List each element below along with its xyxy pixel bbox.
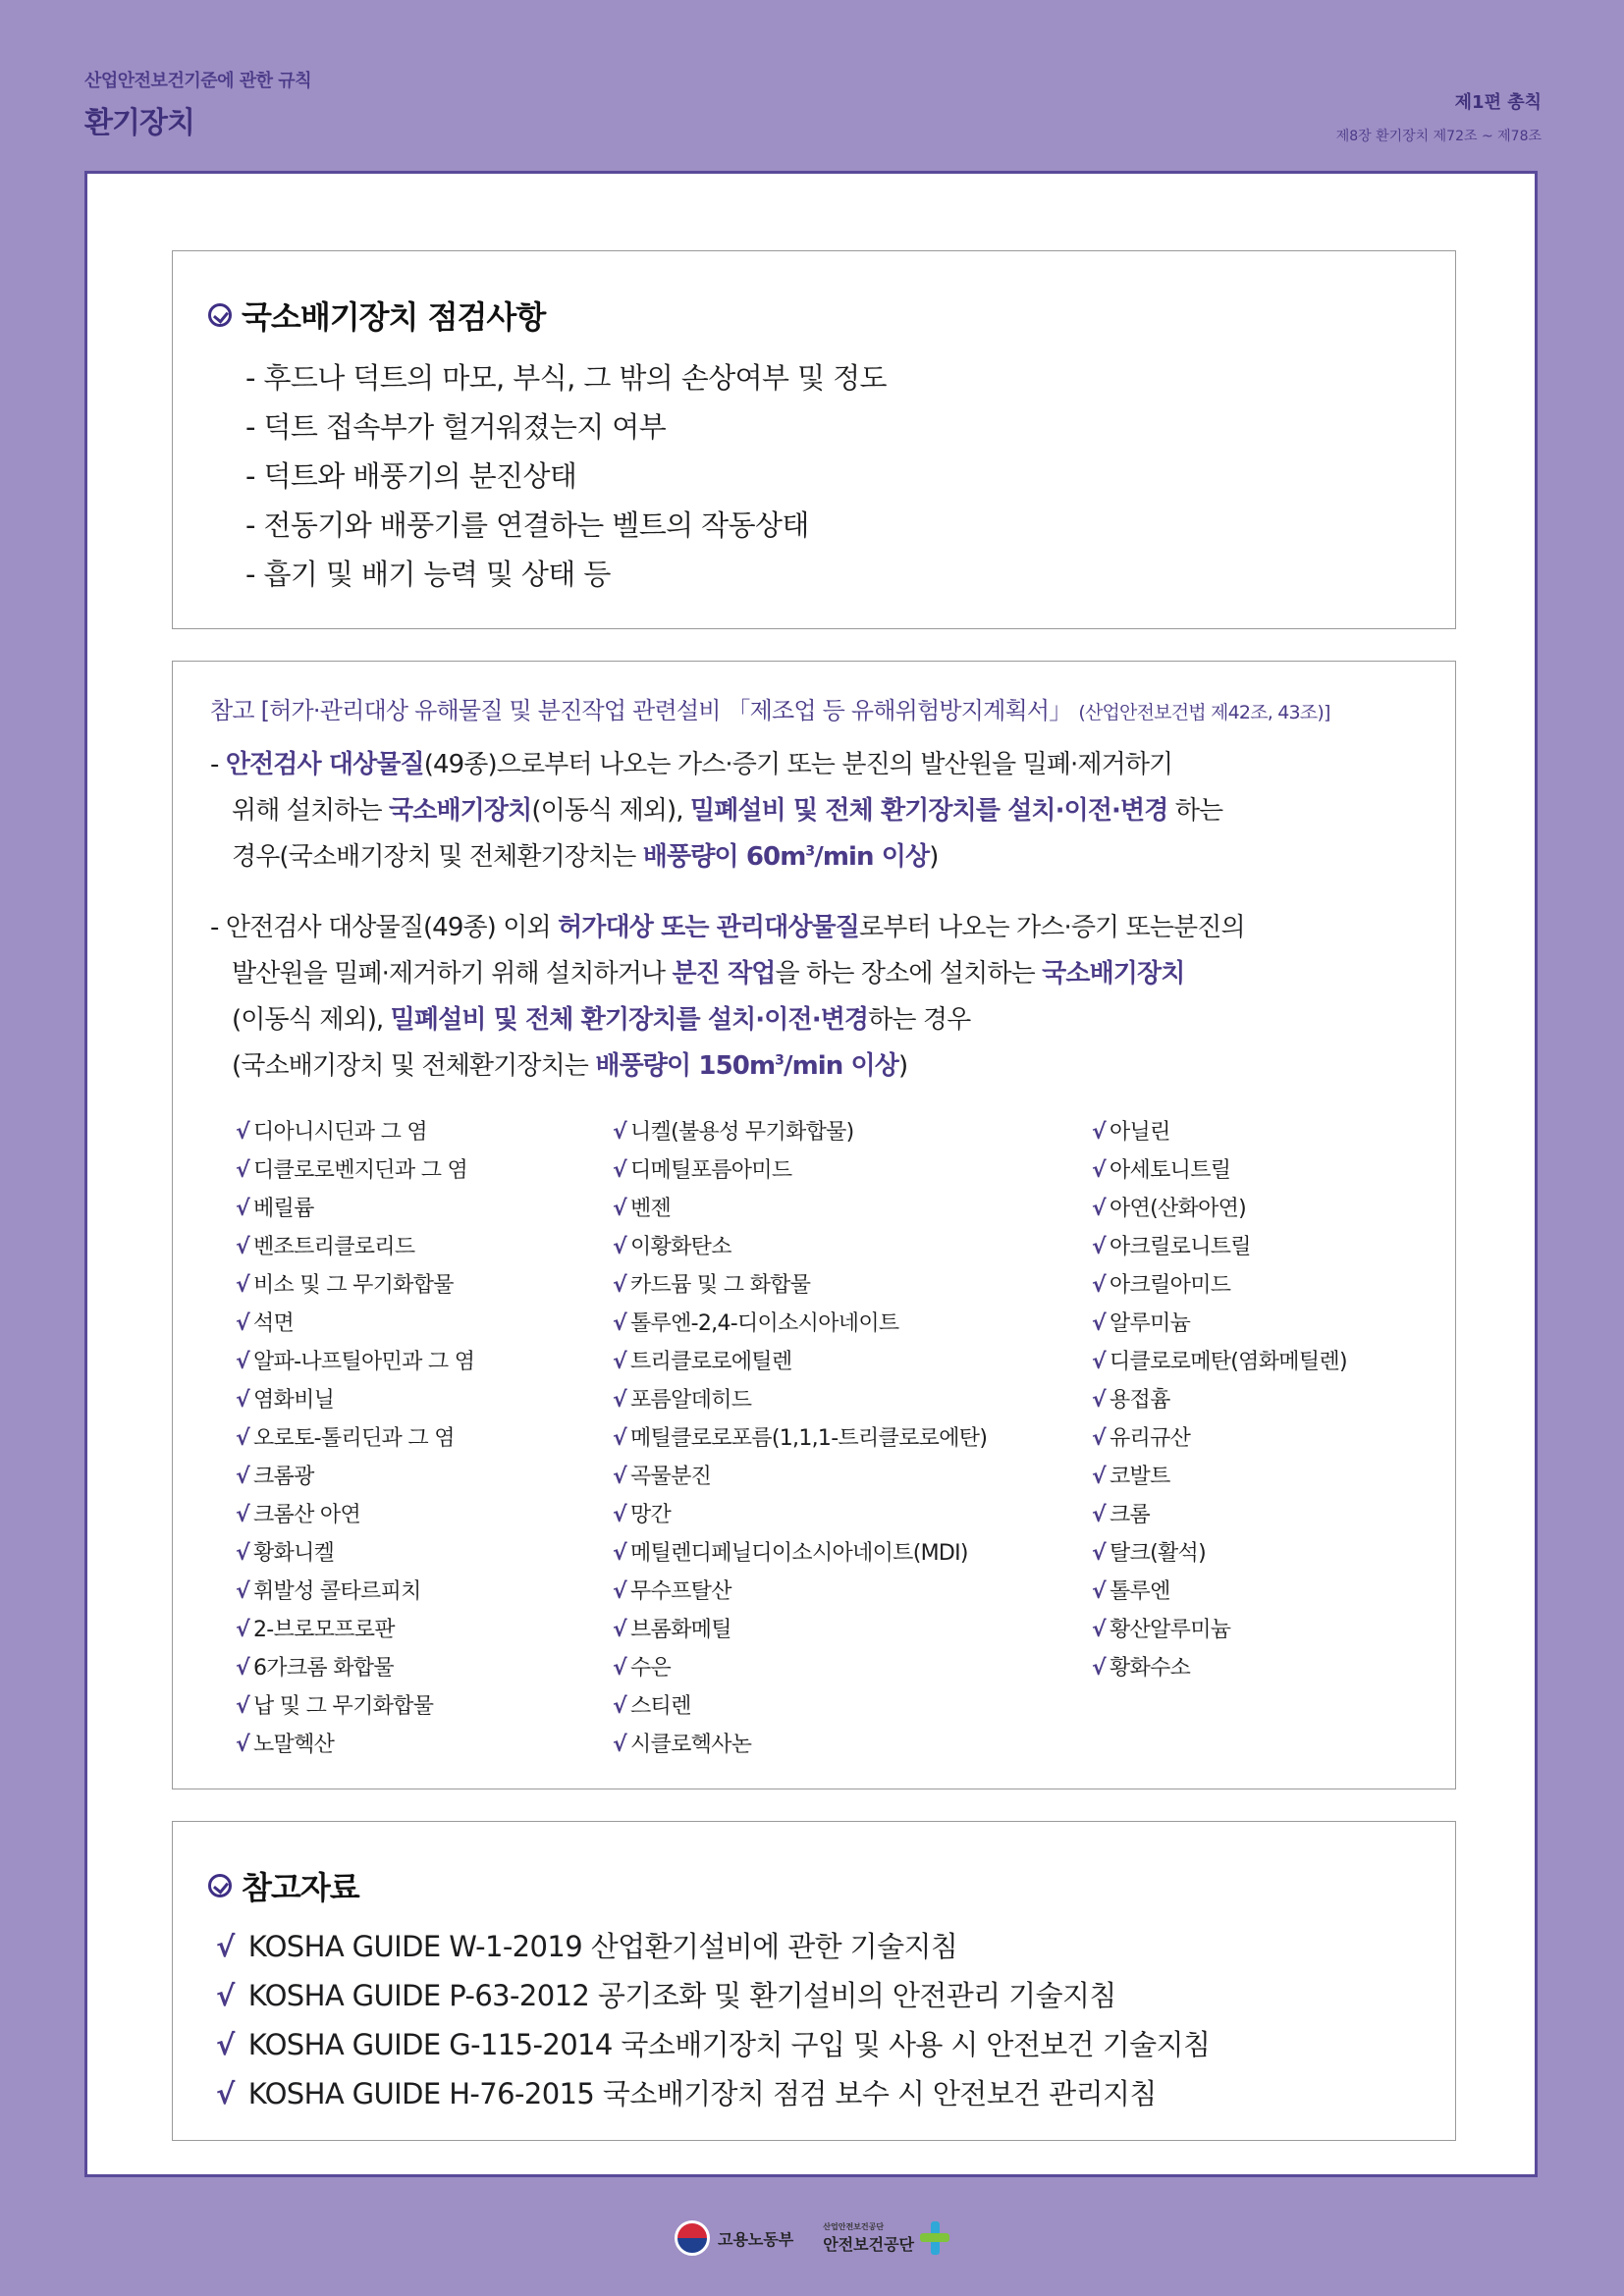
text-span: (국소배기장치 및 전체환기장치는 (232, 1051, 596, 1081)
list-item (216, 2020, 1210, 2069)
check-mark-icon: √ (236, 1235, 249, 1259)
check-mark-icon: √ (1092, 1503, 1106, 1527)
header-right (1336, 88, 1542, 145)
check-mark-icon: √ (613, 1465, 626, 1489)
paragraph-line (210, 1043, 1418, 1090)
text-span: 하는 (1167, 796, 1223, 826)
list-item (613, 1687, 987, 1726)
text-span: 위해 설치하는 (232, 796, 390, 826)
list-item (1092, 1611, 1347, 1649)
header-chapter: 제8장 환기장치 제72조 ~ 제78조 (1335, 129, 1542, 144)
list-item-text: 곡물분진 (629, 1465, 712, 1489)
check-mark-icon: √ (216, 1930, 235, 1963)
list-item-text: 용접흄 (1109, 1388, 1170, 1413)
text-span: (49종)으로부터 나오는 가스·증기 또는 분진의 발산원을 밀폐·제거하기 (423, 750, 1173, 779)
check-mark-icon: √ (613, 1120, 626, 1145)
list-item-text: 벤젠 (629, 1197, 672, 1221)
check-mark-icon: √ (1092, 1311, 1106, 1336)
list-item (1092, 1228, 1347, 1266)
list-item (1092, 1573, 1347, 1611)
list-item-text: 디클로로벤지딘과 그 염 (252, 1158, 468, 1183)
list-item (1092, 1496, 1347, 1534)
highlight-span: 밀폐설비 및 전체 환기장치를 설치·이전·변경 (690, 796, 1168, 826)
list-item-text: 망간 (629, 1503, 672, 1527)
agency-text (823, 2221, 914, 2255)
list-item (236, 1573, 474, 1611)
list-item (613, 1151, 987, 1190)
text-span: 하는 경우 (868, 1005, 971, 1035)
list-item (236, 1266, 474, 1305)
text-span: - (210, 750, 226, 779)
list-item-text: 스티렌 (629, 1694, 691, 1719)
list-item-text: 메틸클로로포름(1,1,1-트리클로로에탄) (629, 1426, 988, 1451)
check-mark-icon: √ (236, 1733, 249, 1757)
list-item (216, 2069, 1210, 2118)
list-item-text: 비소 및 그 무기화합물 (252, 1273, 454, 1298)
substance-column-3 (1092, 1113, 1347, 1687)
highlight-span: 국소배기장치 (1042, 959, 1185, 988)
agency-name: 안전보건공단 (823, 2235, 915, 2254)
check-mark-icon: √ (1092, 1656, 1106, 1681)
list-item-text: 아크릴아미드 (1109, 1273, 1231, 1298)
list-item-text: 탈크(활석) (1109, 1541, 1206, 1566)
check-mark-icon: √ (1092, 1541, 1106, 1566)
list-item-text: 디메틸포름아미드 (629, 1158, 792, 1183)
list-item-text: KOSHA GUIDE G-115-2014 국소배기장치 구입 및 사용 시 안전보건 기술지침 (247, 2028, 1211, 2061)
list-item (1092, 1381, 1347, 1419)
list-item (613, 1305, 987, 1343)
list-item (613, 1458, 987, 1496)
list-item (236, 1343, 474, 1381)
check-mark-icon: √ (236, 1618, 249, 1642)
check-mark-icon: √ (236, 1388, 249, 1413)
list-item-text: 오로토-톨리딘과 그 염 (252, 1426, 455, 1451)
check-mark-icon: √ (236, 1350, 249, 1374)
check-mark-icon: √ (236, 1426, 249, 1451)
list-item (613, 1190, 987, 1228)
reference-heading-main: 참고 [허가·관리대상 유해물질 및 분진작업 관련설비 「제조업 등 유해위험방지계획서」 (210, 697, 1072, 724)
list-item-text: 아크릴로니트릴 (1109, 1235, 1251, 1259)
list-item-text: 베릴륨 (252, 1197, 314, 1221)
check-mark-icon: √ (1092, 1426, 1106, 1451)
check-mark-icon: √ (613, 1311, 626, 1336)
list-item (1092, 1305, 1347, 1343)
highlight-span: 허가대상 또는 관리대상물질 (558, 913, 859, 942)
text-span: 경우(국소배기장치 및 전체환기장치는 (232, 842, 643, 872)
list-item-text: 6가크롬 화합물 (252, 1656, 394, 1681)
list-item-text: KOSHA GUIDE P-63-2012 공기조화 및 환기설비의 안전관리 기술지침 (247, 1979, 1116, 2012)
check-mark-icon: √ (613, 1618, 626, 1642)
check-circle-icon (208, 1874, 232, 1897)
check-mark-icon: √ (236, 1656, 249, 1681)
list-item (236, 1190, 474, 1228)
list-item-text: 톨루엔 (1109, 1579, 1170, 1604)
list-item-text: 알루미늄 (1109, 1311, 1191, 1336)
check-mark-icon: √ (216, 2077, 235, 2110)
list-item (1092, 1534, 1347, 1573)
list-item-text: KOSHA GUIDE H-76-2015 국소배기장치 점검 보수 시 안전보건 관리지침 (247, 2077, 1157, 2110)
text-span: (이동식 제외), (232, 1005, 391, 1035)
list-item-text: 아닐린 (1109, 1120, 1170, 1145)
check-mark-icon: √ (236, 1197, 249, 1221)
check-mark-icon: √ (613, 1694, 626, 1719)
inspection-box (172, 250, 1456, 629)
check-mark-icon: √ (1092, 1618, 1106, 1642)
check-mark-icon: √ (216, 1979, 235, 2012)
list-item-text: 시클로헥사논 (629, 1733, 752, 1757)
check-mark-icon: √ (1092, 1579, 1106, 1604)
check-mark-icon: √ (613, 1158, 626, 1183)
list-item (613, 1611, 987, 1649)
paragraph-line (210, 951, 1418, 997)
footer (0, 2220, 1624, 2256)
list-item-text: 벤조트리클로리드 (252, 1235, 415, 1259)
reference-heading (210, 691, 1330, 725)
list-item (613, 1573, 987, 1611)
check-mark-icon: √ (236, 1158, 249, 1183)
paragraph-line (210, 788, 1418, 834)
list-item (613, 1496, 987, 1534)
list-item-text: 황산알루미늄 (1109, 1618, 1231, 1642)
header-part: 제1편 총칙 (1454, 92, 1542, 113)
check-mark-icon: √ (1092, 1120, 1106, 1145)
list-item (236, 1381, 474, 1419)
list-item (1092, 1343, 1347, 1381)
text-span: ) (929, 842, 939, 872)
paragraph-line (210, 742, 1418, 788)
list-item: - 흡기 및 배기 능력 및 상태 등 (245, 558, 611, 591)
list-item (236, 1458, 474, 1496)
section3-title-row (208, 1863, 359, 1908)
list-item (236, 1534, 474, 1573)
list-item (236, 1419, 474, 1458)
ministry-logo (675, 2220, 793, 2256)
list-item-text: 아세토니트릴 (1109, 1158, 1231, 1183)
list-item-text: 염화비닐 (252, 1388, 335, 1413)
list-item-text: 석면 (252, 1311, 295, 1336)
list-item-text: 2-브로모프로판 (252, 1618, 395, 1642)
check-mark-icon: √ (1092, 1158, 1106, 1183)
list-item-text: 유리규산 (1109, 1426, 1191, 1451)
check-mark-icon: √ (236, 1503, 249, 1527)
agency-small-name: 산업안전보건공단 (823, 2222, 885, 2231)
list-item-text: 디아니시딘과 그 염 (252, 1120, 427, 1145)
list-item (236, 1228, 474, 1266)
list-item-text: 디클로로메탄(염화메틸렌) (1109, 1350, 1347, 1374)
check-mark-icon: √ (613, 1503, 626, 1527)
highlight-span: /min 이상 (784, 1051, 898, 1081)
text-span: (이동식 제외), (531, 796, 690, 826)
list-item-text: KOSHA GUIDE W-1-2019 산업환기설비에 관한 기술지침 (247, 1930, 958, 1963)
references-box (172, 1821, 1456, 2141)
list-item-text: 황화니켈 (252, 1541, 335, 1566)
list-item-text: 노말헥산 (252, 1733, 335, 1757)
check-mark-icon: √ (236, 1579, 249, 1604)
list-item (216, 1971, 1210, 2020)
content-page (84, 171, 1538, 2177)
list-item (613, 1228, 987, 1266)
check-mark-icon: √ (613, 1541, 626, 1566)
list-item (236, 1151, 474, 1190)
section1-title: 국소배기장치 점검사항 (242, 298, 546, 336)
highlight-span: 밀폐설비 및 전체 환기장치를 설치·이전·변경 (390, 1005, 869, 1035)
check-mark-icon: √ (613, 1350, 626, 1374)
check-mark-icon: √ (1092, 1197, 1106, 1221)
list-item-text: 코발트 (1109, 1465, 1170, 1489)
check-mark-icon: √ (613, 1388, 626, 1413)
highlight-span: 안전검사 대상물질 (225, 750, 424, 779)
list-item-text: 카드뮴 및 그 화합물 (629, 1273, 811, 1298)
highlight-span: 분진 작업 (672, 959, 776, 988)
list-item (613, 1343, 987, 1381)
highlight-span: 배풍량이 150m (595, 1051, 776, 1081)
paragraph-line (210, 834, 1418, 881)
superscript: 3 (775, 1052, 784, 1069)
superscript: 3 (805, 843, 815, 860)
check-mark-icon: √ (1092, 1273, 1106, 1298)
list-item (236, 1611, 474, 1649)
list-item (613, 1419, 987, 1458)
list-item-text: 브롬화메틸 (629, 1618, 731, 1642)
check-mark-icon: √ (1092, 1350, 1106, 1374)
list-item (613, 1649, 987, 1687)
check-mark-icon: √ (236, 1120, 249, 1145)
text-span: ) (898, 1051, 908, 1081)
list-item: - 덕트 접속부가 헐거워졌는지 여부 (245, 410, 667, 444)
check-mark-icon: √ (236, 1273, 249, 1298)
substance-column-1 (236, 1113, 474, 1764)
section3-title: 참고자료 (242, 1869, 359, 1906)
list-item-text: 포름알데히드 (629, 1388, 752, 1413)
list-item (236, 1113, 474, 1151)
check-mark-icon: √ (1092, 1235, 1106, 1259)
paragraph-2 (210, 905, 1418, 1090)
cross-logo-icon (920, 2221, 949, 2255)
reference-list (216, 1922, 1210, 2118)
list-item (236, 1305, 474, 1343)
check-mark-icon: √ (613, 1235, 626, 1259)
reference-heading-law: (산업안전보건법 제42조, 43조)] (1078, 702, 1330, 723)
list-item (613, 1534, 987, 1573)
header-title: 환기장치 (84, 106, 194, 140)
check-circle-icon (208, 303, 232, 327)
list-item (1092, 1151, 1347, 1190)
check-mark-icon: √ (1092, 1465, 1106, 1489)
list-item-text: 니켈(불용성 무기화합물) (629, 1120, 854, 1145)
check-mark-icon: √ (1092, 1388, 1106, 1413)
list-item-text: 황화수소 (1109, 1656, 1191, 1681)
list-item (236, 1496, 474, 1534)
list-item-text: 무수프탈산 (629, 1579, 731, 1604)
text-span: 로부터 나오는 가스·증기 또는분진의 (859, 913, 1245, 942)
list-item-text: 크롬 (1109, 1503, 1151, 1527)
list-item (1092, 1266, 1347, 1305)
check-mark-icon: √ (613, 1426, 626, 1451)
check-mark-icon: √ (236, 1541, 249, 1566)
header-left (84, 67, 311, 141)
list-item-text: 이황화탄소 (629, 1235, 731, 1259)
highlight-span: 배풍량이 60m (642, 842, 806, 872)
section1-title-row (208, 293, 545, 338)
list-item-text: 휘발성 콜타르피치 (252, 1579, 421, 1604)
list-item (613, 1266, 987, 1305)
highlight-span: /min 이상 (814, 842, 930, 872)
government-emblem-icon (675, 2220, 710, 2256)
text-span: 을 하는 장소에 설치하는 (775, 959, 1043, 988)
ministry-name: 고용노동부 (717, 2229, 794, 2249)
list-item-text: 납 및 그 무기화합물 (252, 1694, 434, 1719)
check-mark-icon: √ (613, 1733, 626, 1757)
list-item: - 덕트와 배풍기의 분진상태 (245, 459, 577, 493)
paragraph-1 (210, 742, 1418, 881)
check-mark-icon: √ (613, 1656, 626, 1681)
paragraph-line (210, 997, 1418, 1043)
inspection-list (245, 353, 887, 599)
highlight-span: 국소배기장치 (389, 796, 532, 826)
text-span: 발산원을 밀폐·제거하기 위해 설치하거나 (232, 959, 673, 988)
list-item (1092, 1419, 1347, 1458)
agency-logo (823, 2221, 949, 2255)
list-item (613, 1381, 987, 1419)
check-mark-icon: √ (613, 1197, 626, 1221)
check-mark-icon: √ (236, 1311, 249, 1336)
list-item (1092, 1649, 1347, 1687)
list-item (1092, 1113, 1347, 1151)
substance-column-2 (613, 1113, 987, 1764)
list-item (216, 1922, 1210, 1971)
check-mark-icon: √ (236, 1694, 249, 1719)
list-item-text: 아연(산화아연) (1109, 1197, 1247, 1221)
list-item-text: 수은 (629, 1656, 672, 1681)
list-item (613, 1726, 987, 1764)
check-mark-icon: √ (613, 1579, 626, 1604)
list-item (236, 1687, 474, 1726)
list-item-text: 크롬광 (252, 1465, 314, 1489)
list-item (613, 1113, 987, 1151)
paragraph-line (210, 905, 1418, 951)
text-span: - 안전검사 대상물질(49종) 이외 (210, 913, 559, 942)
list-item (1092, 1190, 1347, 1228)
list-item (236, 1726, 474, 1764)
header-subtitle: 산업안전보건기준에 관한 규칙 (84, 71, 312, 91)
list-item-text: 톨루엔-2,4-디이소시아네이트 (629, 1311, 899, 1336)
reference-box (172, 661, 1456, 1789)
list-item-text: 크롬산 아연 (252, 1503, 361, 1527)
check-mark-icon: √ (216, 2028, 235, 2061)
check-mark-icon: √ (613, 1273, 626, 1298)
list-item-text: 메틸렌디페닐디이소시아네이트(MDI) (629, 1541, 968, 1566)
check-mark-icon: √ (236, 1465, 249, 1489)
list-item: - 후드나 덕트의 마모, 부식, 그 밖의 손상여부 및 정도 (245, 361, 887, 395)
list-item-text: 알파-나프틸아민과 그 염 (252, 1350, 475, 1374)
list-item: - 전동기와 배풍기를 연결하는 벨트의 작동상태 (245, 508, 809, 542)
list-item (236, 1649, 474, 1687)
list-item (1092, 1458, 1347, 1496)
list-item-text: 트리클로로에틸렌 (629, 1350, 792, 1374)
